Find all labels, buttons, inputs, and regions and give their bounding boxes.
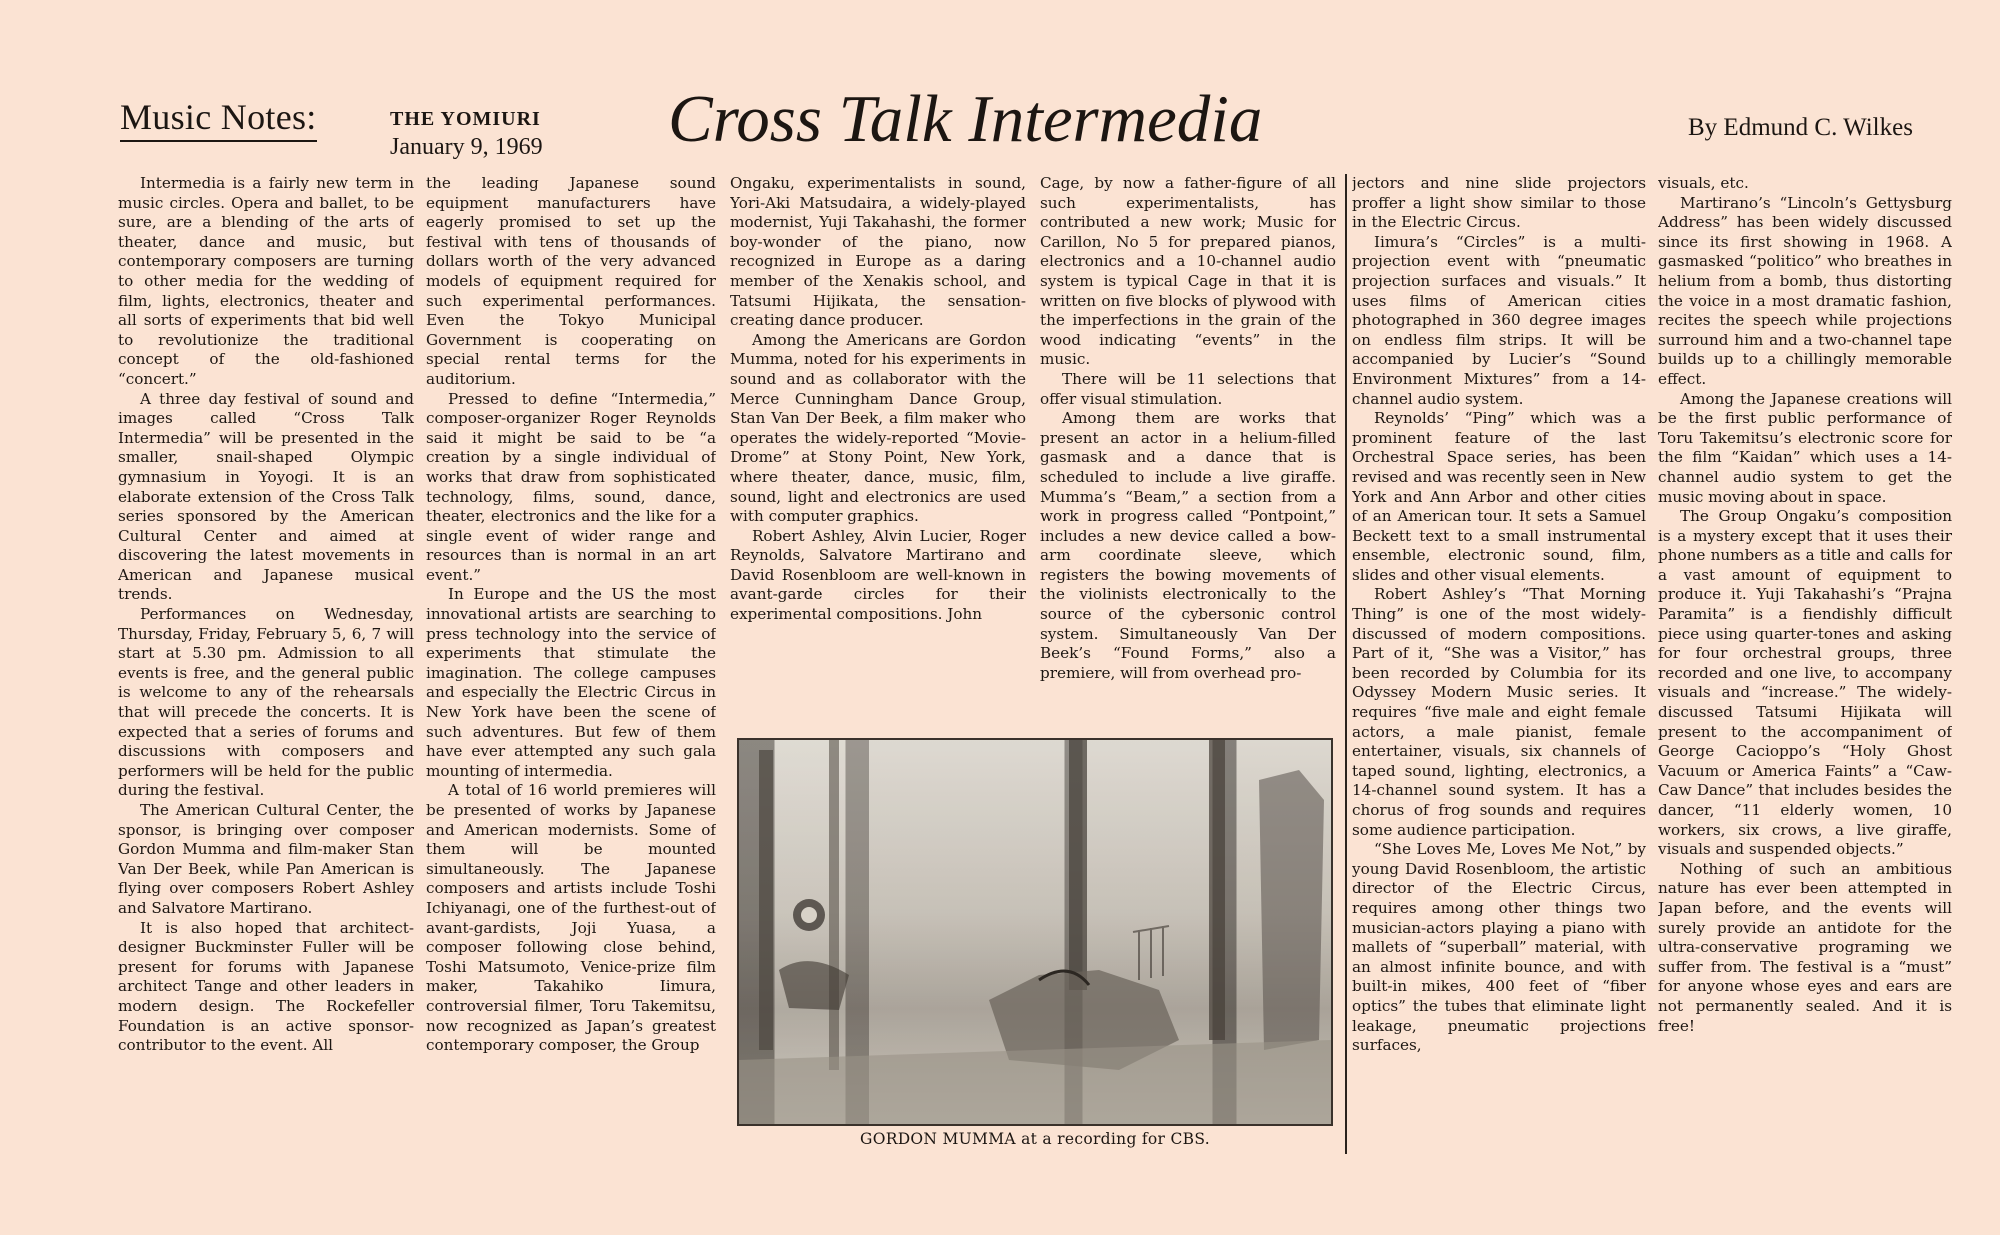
news-photo [737, 738, 1333, 1126]
paragraph: Cage, by now a father-figure of all such experimentalists, has contributed a new work; Music for Carillon, No 5 for prepared pianos, electronics and a 10-channel audio system is typical Cage in that it is written on five blocks of plywood with the imperfections in the grain of the wood indicating “events” in the music. [1040, 174, 1336, 369]
article-column-1 [118, 174, 414, 1154]
paragraph: The American Cultural Center, the sponsor, is bringing over composer Gordon Mumma and film-maker Stan Van Der Beek, while Pan American is flying over composers Robert Ashley and Salvatore Martirano. [118, 801, 414, 917]
article-column-6 [1658, 174, 1952, 1154]
paragraph: Among the Japanese creations will be the first public performance of Toru Takemitsu’s electronic score for the film “Kaidan” which uses a 14-channel audio system to get the music moving about in space. [1658, 389, 1952, 506]
headline: Cross Talk Intermedia [668, 82, 1263, 156]
article-column-4 [1040, 174, 1336, 734]
paragraph: There will be 11 selections that offer visual stimulation. [1040, 369, 1336, 408]
paragraph: In Europe and the US the most innovational artists are searching to press technology into the service of experiments that stimulate the imagination. The college campuses and especially the Electric Circus in New York have been the scene of such adventures. But few of them have ever attempted any such gala mounting of intermedia. [426, 585, 716, 780]
paragraph: A total of 16 world premieres will be presented of works by Japanese and American modernists. Some of them will be mounted simultaneously. The Japanese composers and artists include Toshi Ichiyanagi, one of the furthest-out of avant-gardists, Joji Yuasa, a composer following close behind, Toshi Matsumoto, Venice-prize film maker, Takahiko Iimura, controversial filmer, Toru Takemitsu, now recognized as Japan’s greatest contemporary composer, the Group [426, 781, 716, 1055]
column-divider [1345, 174, 1347, 1154]
newspaper-name: THE YOMIURI [390, 108, 541, 130]
paragraph: Robert Ashley’s “That Morning Thing” is one of the most widely-discussed of modern compositions. Part of it, “She was a Visitor,” has been recorded by Columbia for its Odyssey Modern Music series. It requires “five male and eight female actors, a male pianist, female entertainer, visuals, six channels of taped sound, lighting, electronics, a 14-channel sound system. It has a chorus of frog sounds and requires some audience participation. [1352, 585, 1646, 839]
paragraph: The Group Ongaku’s composition is a mystery except that it uses their phone numbers as a title and calls for a vast amount of equipment to produce it. Yuji Takahashi’s “Prajna Paramita” is a fiendishly difficult piece using quarter-tones and asking for four orchestral groups, three recorded and one live, to accompany visuals and “increase.” The widely-discussed Tatsumi Hijikata will present to the accompaniment of George Cacioppo’s “Holy Ghost Vacuum or America Faints” a “Caw-Caw Dance” that includes besides the dancer, “11 elderly women, 10 workers, six crows, a live giraffe, visuals and suspended objects.” [1658, 507, 1952, 859]
article-column-3 [730, 174, 1026, 734]
paragraph: Among them are works that present an actor in a helium-filled gasmask and a dance that is scheduled to include a live giraffe. Mumma’s “Beam,” a section from a work in progress called “Pontpoint,” includes a new device called a bow-arm coordinate sleeve, which registers the bowing movements of the violinists electronically to the source of the cybersonic control system. Simultaneously Van Der Beek’s “Found Forms,” also a premiere, will from overhead pro- [1040, 409, 1336, 682]
byline: By Edmund C. Wilkes [1688, 114, 1913, 141]
paragraph: Reynolds’ “Ping” which was a prominent feature of the last Orchestral Space series, has been revised and was recently seen in New York and Ann Arbor and other cities of an American tour. It sets a Samuel Beckett text to a small instrumental ensemble, electronic sound, film, slides and other visual elements. [1352, 409, 1646, 584]
paragraph: It is also hoped that architect-designer Buckminster Fuller will be present for forums with Japanese architect Tange and other leaders in modern design. The Rockefeller Foundation is an active sponsor-contributor to the event. All [118, 918, 414, 1055]
photo-scene [739, 740, 1331, 1124]
paragraph: Iimura’s “Circles” is a multi-projection event with “pneumatic projection surfaces and visuals.” It uses films of American cities photographed in 360 degree images on endless film strips. It will be accompanied by Lucier’s “Sound Environment Mixtures” from a 14-channel audio system. [1352, 232, 1646, 408]
paragraph: Ongaku, experimentalists in sound, Yori-Aki Matsudaira, a widely-played modernist, Yuji Takahashi, the former boy-wonder of the piano, now recognized in Europe as a daring member of the Xenakis school, and Tatsumi Hijikata, the sensation-creating dance producer. [730, 174, 1026, 330]
paragraph: Performances on Wednesday, Thursday, Friday, February 5, 6, 7 will start at 5.30 pm. Admission to all events is free, and the general public is welcome to any of the rehearsals that will precede the concerts. It is expected that a series of forums and discussions with composers and performers will be held for the public during the festival. [118, 605, 414, 800]
section-label: Music Notes: [120, 96, 317, 142]
paragraph: visuals, etc. [1658, 174, 1749, 192]
publication-date: January 9, 1969 [390, 134, 543, 160]
paragraph: Nothing of such an ambitious nature has ever been attempted in Japan before, and the events will surely provide an antidote for the ultra-conservative programing we suffer from. The festival is a “must” for anyone whose eyes and ears are not permanently sealed. And it is free! [1658, 859, 1952, 1035]
paragraph: Among the Americans are Gordon Mumma, noted for his experiments in sound and as collaborator with the Merce Cunningham Dance Group, Stan Van Der Beek, a film maker who operates the widely-reported “Movie-Drome” at Stony Point, New York, where theater, dance, music, film, sound, light and electronics are used with computer graphics. [730, 330, 1026, 526]
photo-caption: GORDON MUMMA at a recording for CBS. [860, 1130, 1210, 1148]
paragraph: jectors and nine slide projectors proffer a light show similar to those in the Electric Circus. [1352, 174, 1646, 232]
article-column-5 [1352, 174, 1646, 1154]
article-column-2 [426, 174, 716, 1154]
paragraph: Pressed to define “Intermedia,” composer-organizer Roger Reynolds said it might be said to be “a creation by a single individual of works that draw from sophisticated technology, films, sound, dance, theater, electronics and the like for a single event of wider range and resources than is normal in an art event.” [426, 389, 716, 584]
paragraph: Martirano’s “Lincoln’s Gettysburg Address” has been widely discussed since its first showing in 1968. A gasmasked “politico” who breathes in helium from a bomb, thus distorting the voice in a most dramatic fashion, recites the speech while projections surround him and a two-channel tape builds up to a chillingly memorable effect. [1658, 193, 1952, 388]
paragraph: Robert Ashley, Alvin Lucier, Roger Reynolds, Salvatore Martirano and David Rosenbloom are well-known in avant-garde circles for their experimental compositions. John [730, 526, 1026, 624]
paragraph: Intermedia is a fairly new term in music circles. Opera and ballet, to be sure, are a blending of the arts of theater, dance and music, but contemporary composers are turning to other media for the wedding of film, lights, electronics, theater and all sorts of experiments that bid well to revolutionize the traditional concept of the old-fashioned “concert.” [118, 174, 414, 388]
paragraph: A three day festival of sound and images called “Cross Talk Intermedia” will be presented in the smaller, snail-shaped Olympic gymnasium in Yoyogi. It is an elaborate extension of the Cross Talk series sponsored by the American Cultural Center and aimed at discovering the latest movements in American and Japanese musical trends. [118, 389, 414, 604]
paragraph: the leading Japanese sound equipment manufacturers have eagerly promised to set up the festival with tens of thousands of dollars worth of the very advanced models of equipment required for such experimental performances. Even the Tokyo Municipal Government is cooperating on special rental terms for the auditorium. [426, 174, 716, 388]
paragraph: “She Loves Me, Loves Me Not,” by young David Rosenbloom, the artistic director of the Electric Circus, requires among other things two musician-actors playing a piano with mallets of “superball” material, with an almost infinite bounce, and with built-in mikes, 400 feet of “fiber optics” the tubes that eliminate light leakage, pneumatic projections surfaces, [1352, 840, 1646, 1055]
